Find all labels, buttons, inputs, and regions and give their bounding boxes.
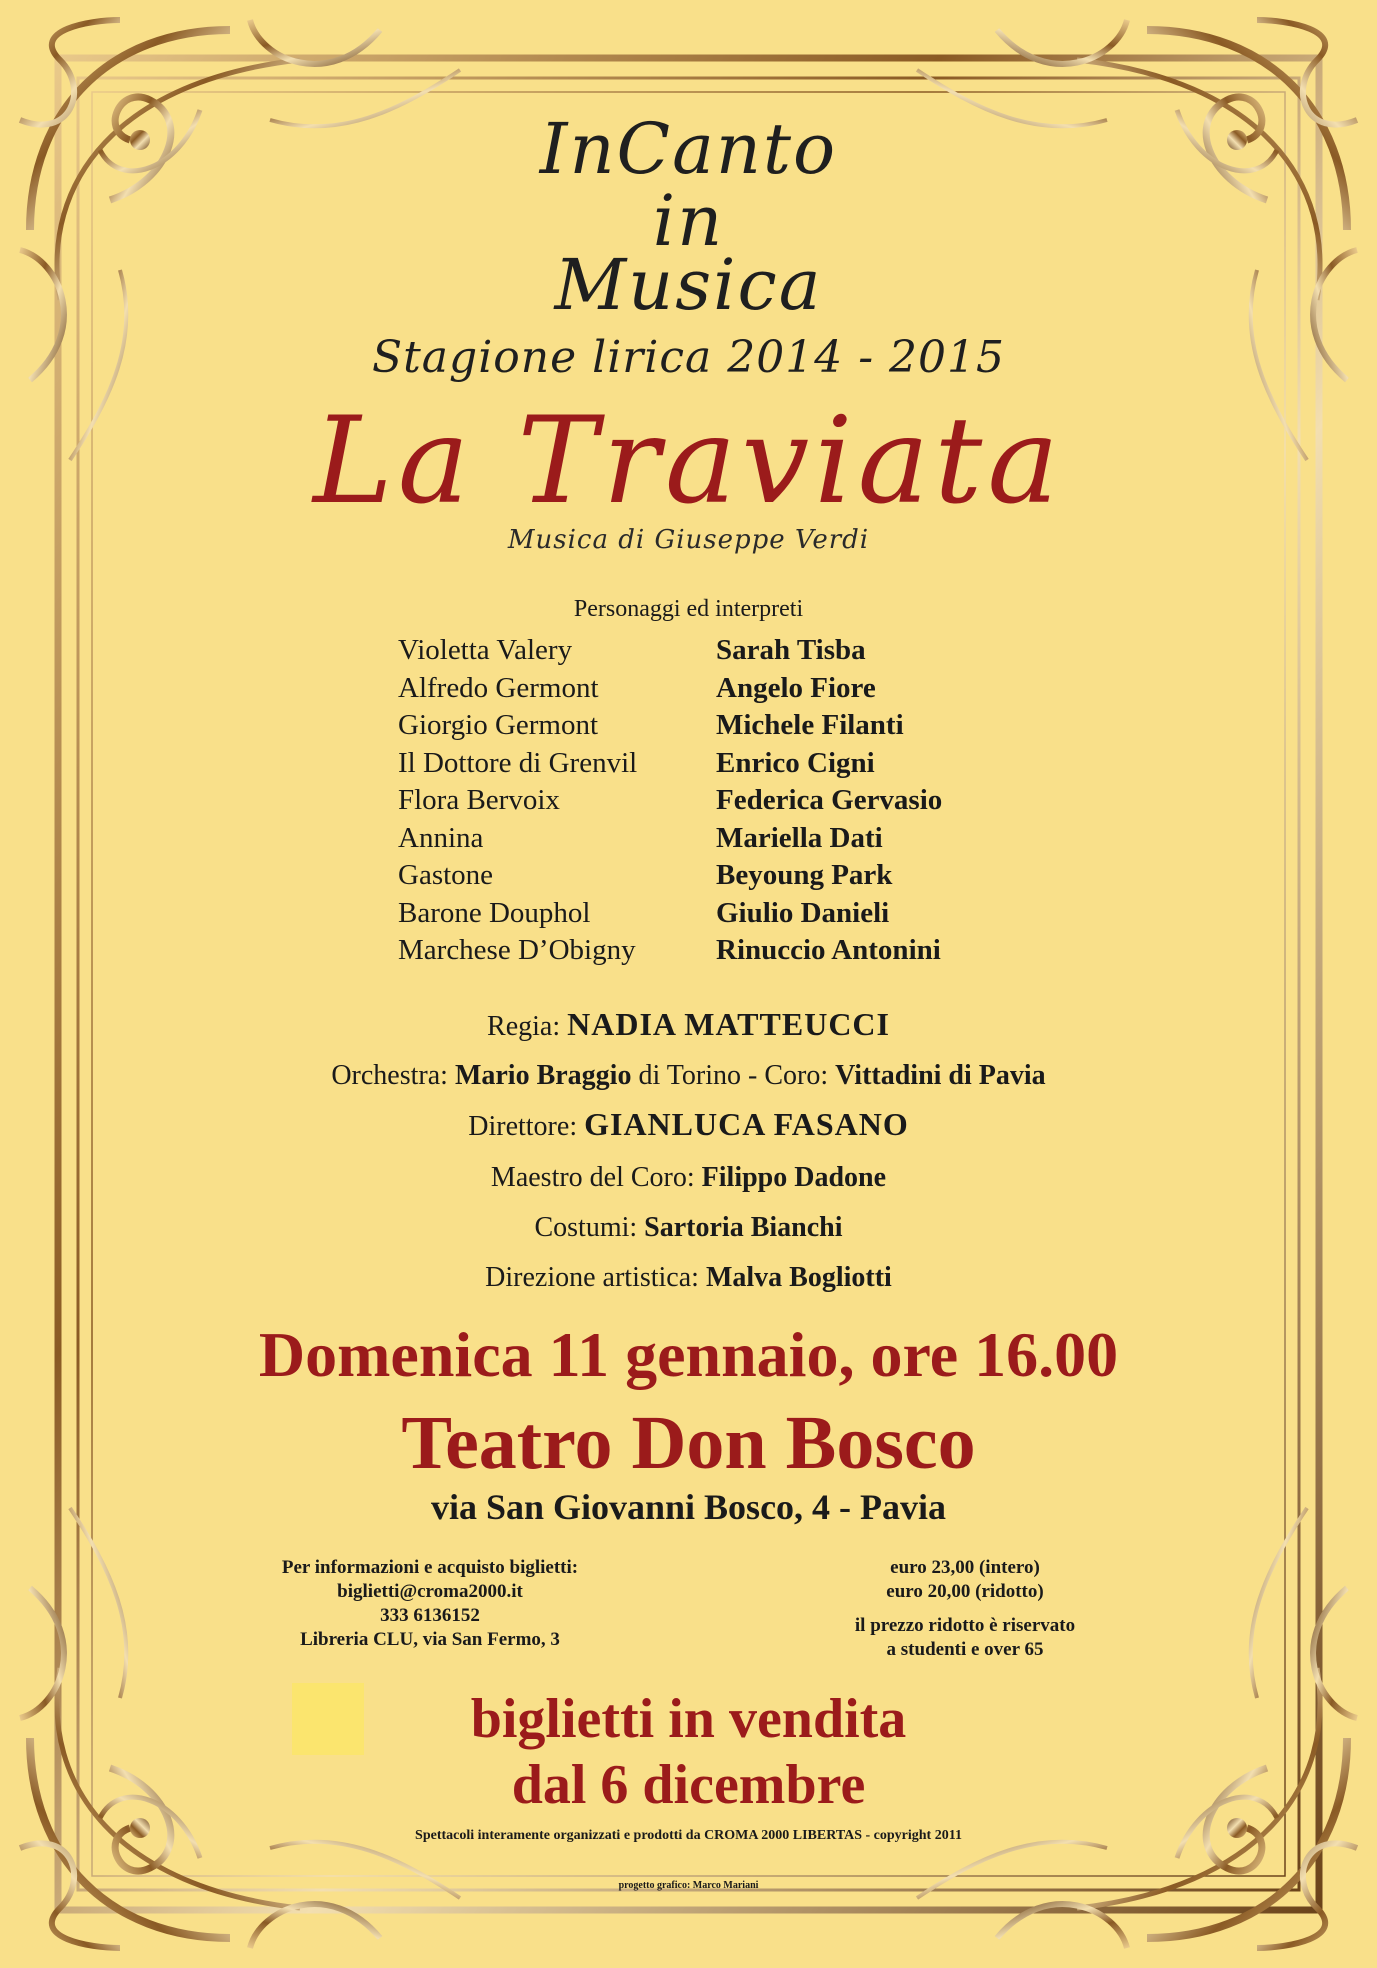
cast-row [398,932,942,970]
credit-maestro [0,1162,1377,1194]
cast-role: Marchese D’Obigny [398,934,636,966]
cast-singer: Mariella Dati [716,821,883,854]
cast-singer: Rinuccio Antonini [716,934,941,966]
orchestra-value: Mario Braggio [454,1060,632,1091]
price-reduced: euro 20,00 (ridotto) [886,1581,1044,1602]
credit-direttore [0,1106,1377,1143]
info-phone[interactable]: 333 6136152 [380,1605,480,1626]
direzione-label: Direzione artistica: [485,1262,699,1293]
cast-role: Giorgio Germont [398,709,599,741]
series-title-line1: InCanto [539,108,838,190]
direttore-label: Direttore: [468,1111,578,1142]
opera-title: La Traviata [313,392,1064,531]
cast-row [398,857,942,895]
cast-row [398,820,942,858]
cast-row [398,670,942,708]
price-full: euro 23,00 (intero) [890,1557,1040,1578]
costumi-value: Sartoria Bianchi [644,1212,843,1243]
cast-role: Violetta Valery [398,634,573,666]
composer-line: Musica di Giuseppe Verdi [507,525,870,555]
price-note-1: il prezzo ridotto è riservato [854,1615,1076,1636]
orchestra-middle: di Torino - Coro: [638,1060,829,1091]
cast-row [398,707,942,745]
cast-role: Annina [398,821,484,854]
event-venue: Teatro Don Bosco [401,1401,976,1485]
credit-regia [0,1006,1377,1043]
maestro-label: Maestro del Coro: [490,1162,695,1193]
cast-heading: Personaggi ed interpreti [573,596,804,622]
price-note-2: a studenti e over 65 [886,1639,1044,1660]
orchestra-label: Orchestra: [331,1060,448,1091]
cast-row [398,895,942,933]
cast-singer: Enrico Cigni [716,746,875,779]
credit-orchestra [0,1060,1377,1092]
cast-singer: Beyoung Park [716,859,893,891]
cast-singer: Giulio Danieli [716,896,890,929]
footer-organizer: Spettacoli interamente organizzati e prodotti da CROMA 2000 LIBERTAS - copyright 2011 [415,1828,962,1843]
cast-singer: Angelo Fiore [716,671,876,704]
costumi-label: Costumi: [534,1212,638,1243]
cast-list [398,632,942,970]
maestro-value: Filippo Dadone [701,1162,887,1193]
cast-singer: Michele Filanti [716,709,904,741]
cast-row [398,782,942,820]
regia-label: Regia: [487,1011,561,1042]
info-email[interactable]: biglietti@croma2000.it [337,1581,523,1602]
series-title-line3: Musica [554,244,823,326]
sale-line-2: dal 6 dicembre [511,1754,866,1816]
credit-direzione [0,1262,1377,1294]
ticket-prices [800,1556,1130,1662]
footer-design-credit: progetto grafico: Marco Mariani [618,1880,759,1891]
info-heading: Per informazioni e acquisto biglietti: [281,1557,579,1578]
cast-role: Barone Douphol [398,896,591,929]
cast-singer: Federica Gervasio [716,784,943,816]
cast-role: Alfredo Germont [398,671,599,704]
regia-value: NADIA MATTEUCCI [567,1006,890,1042]
cast-row [398,745,942,783]
coro-value: Vittadini di Pavia [835,1060,1046,1091]
cast-role: Il Dottore di Grenvil [398,746,638,779]
credit-costumi [0,1212,1377,1244]
direttore-value: GIANLUCA FASANO [584,1106,909,1142]
cast-singer: Sarah Tisba [716,634,866,666]
season-subtitle: Stagione lirica 2014 - 2015 [371,332,1006,383]
event-date: Domenica 11 gennaio, ore 16.00 [258,1319,1119,1390]
direzione-value: Malva Bogliotti [705,1262,892,1293]
event-address: via San Giovanni Bosco, 4 - Pavia [430,1487,947,1527]
info-shop: Libreria CLU, via San Fermo, 3 [300,1629,560,1650]
cast-row [398,632,942,670]
ticket-info [240,1556,620,1652]
cast-role: Gastone [398,859,494,891]
cast-role: Flora Bervoix [398,784,560,816]
sale-line-1: biglietti in vendita [470,1688,907,1750]
series-title-line2: in [652,180,725,262]
